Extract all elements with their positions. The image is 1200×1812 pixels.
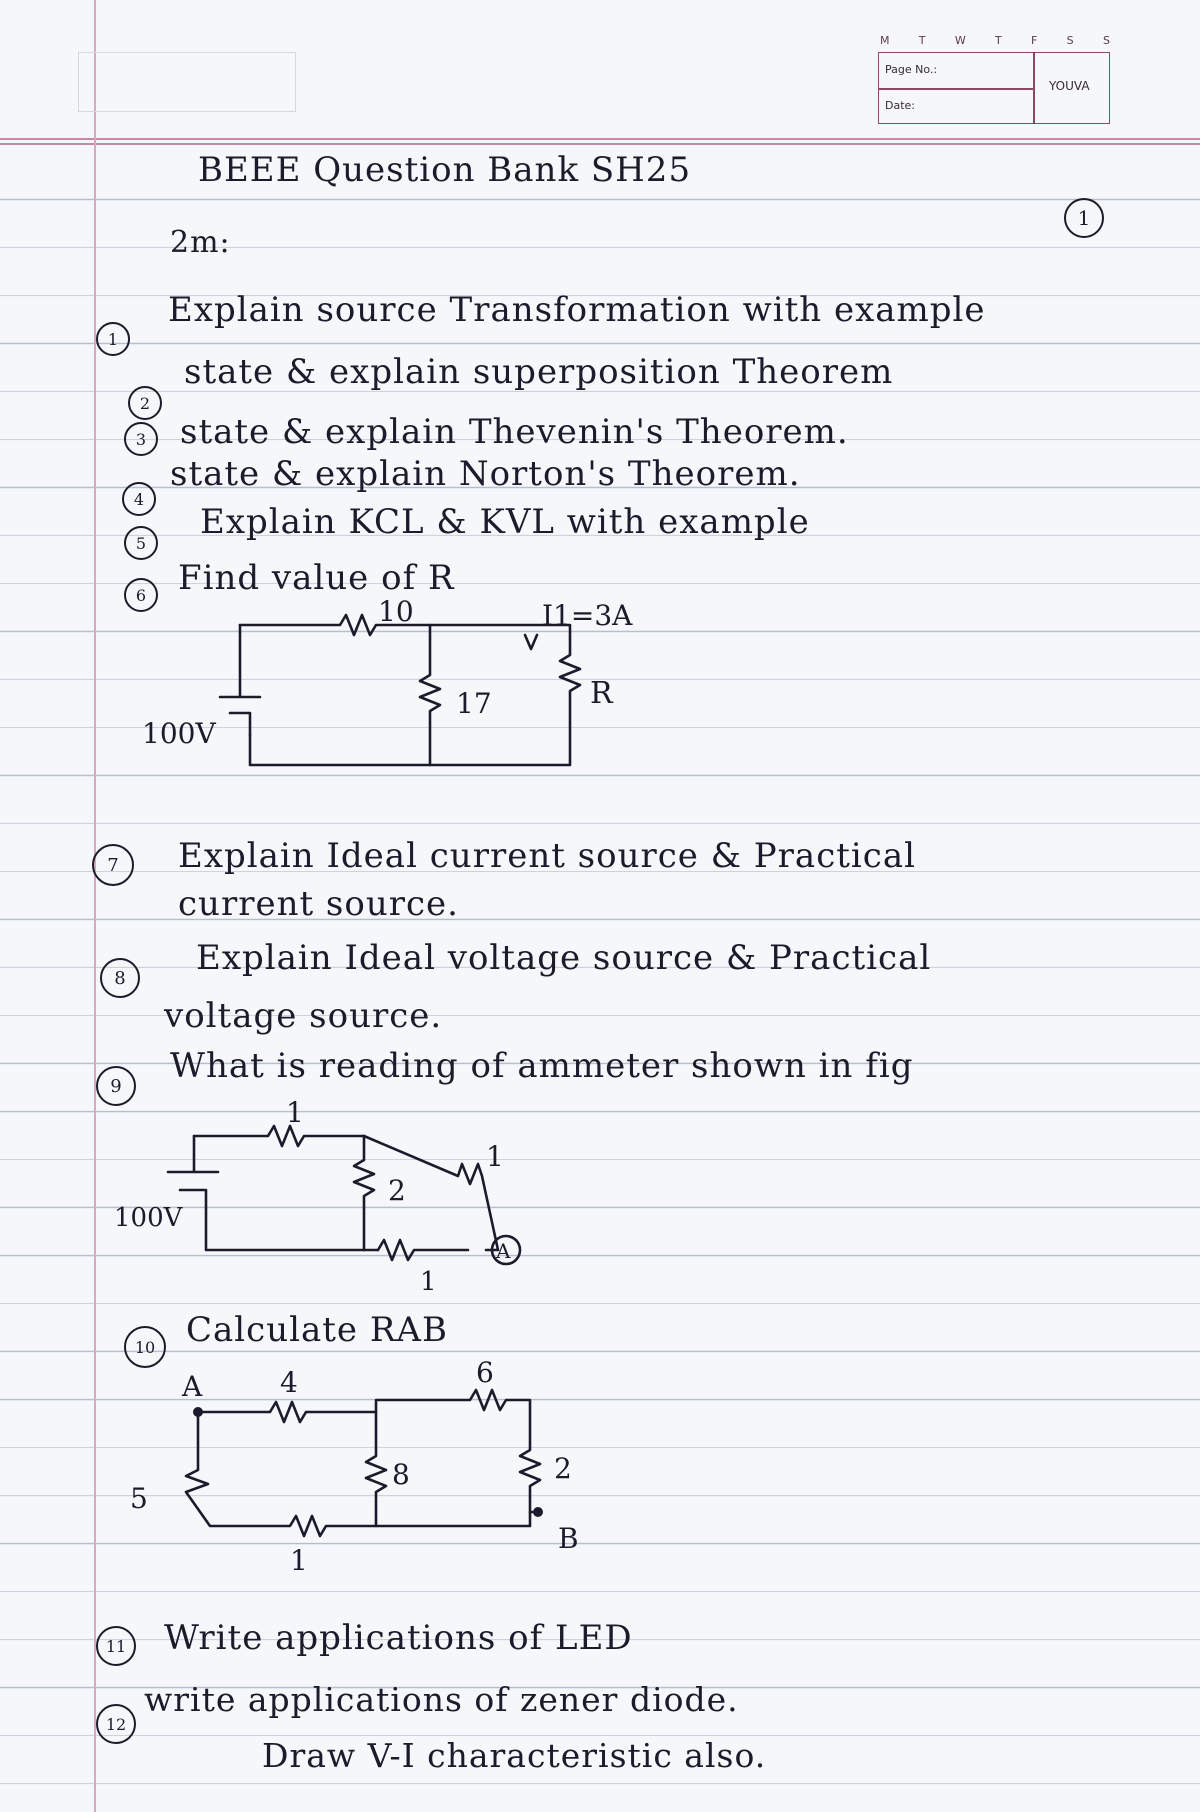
- circuit-diagram-q10: [120, 1356, 600, 1590]
- weekday-row: [880, 34, 1110, 47]
- current-arrow: [525, 635, 537, 649]
- resistor-label: 1: [486, 1140, 504, 1173]
- brand-logo: YOUVA: [1049, 79, 1090, 93]
- ammeter-label: A: [496, 1239, 511, 1263]
- question-text: state & explain Thevenin's Theorem.: [180, 412, 849, 452]
- question-number: 7: [92, 844, 134, 886]
- question-text: Write applications of LED: [164, 1618, 633, 1658]
- day-label: S: [1102, 34, 1110, 47]
- page-number: 1: [1064, 198, 1104, 238]
- question-text: write applications of zener diode.: [144, 1680, 739, 1719]
- resistor-label: 8: [392, 1458, 410, 1491]
- current-label: I1=3A: [542, 599, 633, 632]
- resistor-label: 4: [280, 1366, 298, 1399]
- circuit-wire: [198, 1390, 540, 1512]
- resistor-symbol: [378, 1240, 468, 1260]
- resistor-label: 5: [130, 1482, 148, 1515]
- node-label: B: [558, 1522, 579, 1555]
- day-label: T: [918, 34, 926, 47]
- resistor-label: 2: [554, 1452, 572, 1485]
- resistor-label: 10: [378, 595, 414, 628]
- question-number: 11: [96, 1626, 136, 1666]
- question-text: Explain Ideal voltage source & Practical: [196, 938, 932, 978]
- day-label: W: [954, 34, 966, 47]
- source-label: 100V: [142, 717, 216, 750]
- resistor-label: R: [590, 676, 613, 711]
- resistor-label: 1: [290, 1544, 308, 1577]
- resistor-label: 6: [476, 1356, 494, 1389]
- question-text: Calculate RAB: [186, 1310, 448, 1350]
- question-number: 9: [96, 1066, 136, 1106]
- question-text: Find value of R: [178, 558, 455, 598]
- header-rule: [0, 138, 1200, 140]
- question-text: What is reading of ammeter shown in fig: [170, 1046, 914, 1086]
- page-no-label: Page No.:: [885, 63, 938, 76]
- day-label: F: [1031, 34, 1038, 47]
- question-text: Explain Ideal current source & Practical: [178, 836, 916, 876]
- page-title: BEEE Question Bank SH25: [198, 150, 692, 190]
- question-number: 10: [124, 1326, 166, 1368]
- question-number: 4: [122, 482, 156, 516]
- question-text-cont: voltage source.: [164, 996, 443, 1036]
- question-text-cont: current source.: [178, 884, 459, 924]
- question-text-cont: Draw V-I characteristic also.: [262, 1736, 767, 1775]
- box-divider: [1033, 53, 1035, 123]
- resistor-symbol: [186, 1412, 530, 1536]
- section-label: 2m:: [170, 225, 231, 260]
- resistor-symbol: [354, 1136, 374, 1250]
- question-number: 3: [124, 422, 158, 456]
- page-info-box: [878, 52, 1110, 124]
- question-number: 12: [96, 1704, 136, 1744]
- resistor-symbol: [366, 1412, 386, 1526]
- resistor-label: 17: [456, 687, 492, 720]
- question-text: state & explain superposition Theorem: [184, 352, 894, 392]
- question-number: 1: [96, 322, 130, 356]
- resistor-symbol: [364, 1136, 498, 1250]
- question-number: 5: [124, 526, 158, 560]
- header-rule-2: [0, 143, 1200, 145]
- day-label: S: [1066, 34, 1074, 47]
- question-number: 8: [100, 958, 140, 998]
- question-text: Explain KCL & KVL with example: [200, 502, 810, 542]
- resistor-label: 2: [388, 1174, 406, 1207]
- voltage-source-symbol: [220, 697, 260, 735]
- date-label: Date:: [885, 99, 915, 112]
- box-divider: [879, 88, 1033, 90]
- faded-print-box: [78, 52, 296, 112]
- margin-rule: [94, 0, 96, 1812]
- source-label: 100V: [114, 1203, 183, 1233]
- question-number: 6: [124, 578, 158, 612]
- node-label: A: [182, 1370, 203, 1403]
- question-number: 2: [128, 386, 162, 420]
- voltage-source-symbol: [168, 1136, 378, 1250]
- resistor-label: 1: [420, 1267, 437, 1297]
- question-text: Explain source Transformation with example: [168, 290, 986, 330]
- resistor-label: 1: [286, 1096, 304, 1129]
- day-label: T: [995, 34, 1002, 47]
- question-text: state & explain Norton's Theorem.: [170, 454, 801, 494]
- circuit-wire: [194, 1126, 364, 1146]
- day-label: M: [880, 34, 890, 47]
- circuit-diagram-q9: [108, 1096, 568, 1300]
- resistor-symbol: [420, 625, 440, 765]
- circuit-diagram-q6: [130, 595, 690, 785]
- circuit-wire: [240, 615, 580, 765]
